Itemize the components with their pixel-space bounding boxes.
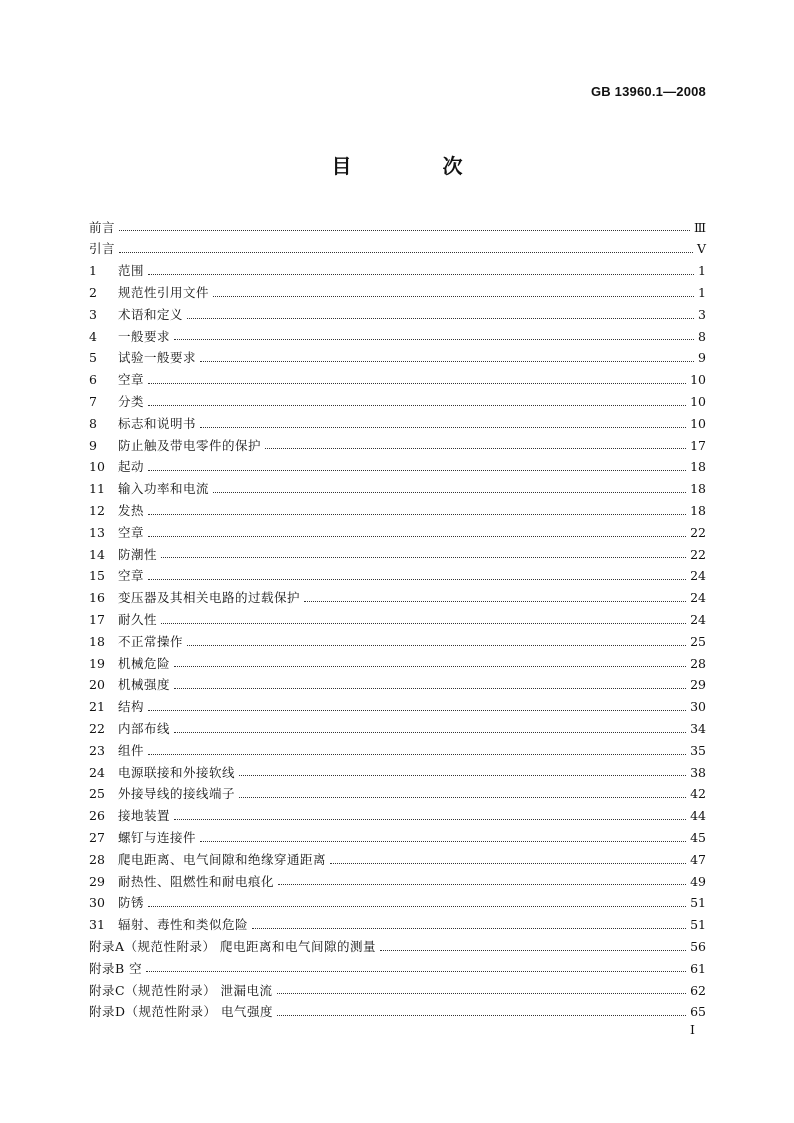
toc-dot-leader [239, 797, 686, 798]
toc-entry-label: 范围 [118, 263, 145, 279]
toc-dot-leader [174, 666, 686, 667]
toc-entry[interactable] [89, 762, 706, 784]
toc-entry-number: 8 [89, 415, 97, 431]
table-of-contents [89, 217, 706, 1023]
toc-dot-leader [187, 318, 694, 319]
toc-dot-leader [148, 514, 686, 515]
toc-entry-number: 24 [89, 764, 105, 780]
toc-dot-leader [148, 405, 686, 406]
toc-entry[interactable] [89, 391, 706, 413]
toc-entry-page: 45 [690, 829, 706, 845]
toc-entry-number: 15 [89, 568, 105, 584]
toc-entry-page: 1 [698, 285, 706, 301]
toc-entry-number: 19 [89, 655, 105, 671]
toc-entry[interactable] [89, 718, 706, 740]
toc-dot-leader [304, 601, 686, 602]
toc-entry-label: 防止触及带电零件的保护 [118, 437, 262, 453]
toc-entry[interactable] [89, 697, 706, 719]
toc-entry-label: 不正常操作 [118, 633, 184, 649]
page-title: 目 次 [331, 154, 505, 178]
toc-entry-label: 变压器及其相关电路的过载保护 [118, 590, 301, 606]
toc-entry-label: 机械强度 [118, 677, 171, 693]
toc-entry-number: 1 [89, 263, 97, 279]
toc-entry[interactable] [89, 544, 706, 566]
toc-entry-page: 18 [690, 503, 706, 518]
toc-entry-label: 前言 [89, 219, 116, 235]
toc-entry[interactable] [89, 958, 706, 980]
toc-entry-page: 10 [690, 394, 706, 410]
toc-entry-page: 29 [690, 677, 706, 693]
toc-entry-page: 44 [690, 808, 706, 824]
toc-entry-number: 28 [89, 851, 105, 867]
toc-dot-leader [239, 775, 686, 776]
toc-entry[interactable] [89, 980, 706, 1002]
toc-entry-number: 11 [89, 481, 105, 497]
toc-dot-leader [278, 884, 686, 885]
toc-entry-label: 组件 [118, 742, 145, 758]
toc-entry-page: 18 [690, 481, 706, 497]
toc-entry[interactable] [89, 806, 706, 828]
toc-entry-label: 耐久性 [118, 611, 158, 627]
toc-entry-number: 25 [89, 786, 105, 802]
toc-entry-label: 试验一般要求 [118, 350, 197, 366]
toc-entry[interactable] [89, 871, 706, 893]
toc-entry-page: 38 [690, 764, 706, 780]
toc-dot-leader [330, 863, 686, 864]
toc-entry-page: 30 [690, 699, 706, 715]
toc-entry-page: 28 [690, 655, 706, 671]
toc-entry-label: 内部布线 [118, 720, 171, 736]
toc-entry-page: 49 [690, 873, 706, 889]
toc-entry-number: 3 [89, 306, 97, 322]
toc-entry-page: 35 [690, 742, 706, 758]
toc-dot-leader [148, 579, 686, 580]
toc-entry[interactable] [89, 893, 706, 915]
toc-entry-page: 3 [698, 306, 706, 322]
toc-entry[interactable] [89, 631, 706, 653]
toc-entry[interactable] [89, 588, 706, 610]
toc-entry-number: 9 [89, 437, 97, 453]
toc-entry-label: 辐射、毒性和类似危险 [118, 917, 249, 933]
toc-entry-label: 外接导线的接线端子 [118, 786, 236, 802]
toc-entry-number: 2 [89, 285, 97, 301]
toc-entry-number: 20 [89, 677, 105, 693]
toc-dot-leader [174, 688, 686, 689]
toc-entry-page: Ⅲ [693, 219, 706, 235]
toc-dot-leader [213, 492, 686, 493]
toc-entry-label: 附录A（规范性附录） 爬电距离和电气间隙的测量 [89, 938, 377, 954]
toc-entry-page: 8 [698, 328, 706, 344]
toc-entry-page: 24 [690, 568, 706, 584]
toc-entry-page: 25 [690, 633, 706, 649]
toc-entry-label: 起动 [118, 459, 145, 475]
toc-entry-label: 耐热性、阻燃性和耐电痕化 [118, 873, 275, 889]
toc-entry-label: 螺钉与连接件 [118, 829, 197, 845]
toc-dot-leader [200, 427, 686, 428]
toc-entry[interactable] [89, 348, 706, 370]
toc-entry[interactable] [89, 370, 706, 392]
toc-entry-number: 18 [89, 633, 105, 649]
toc-entry[interactable] [89, 653, 706, 675]
toc-entry[interactable] [89, 239, 706, 261]
toc-dot-leader [119, 230, 690, 231]
toc-entry-label: 机械危险 [118, 655, 171, 671]
toc-entry-page: 22 [690, 524, 706, 540]
toc-entry-page: 62 [690, 982, 706, 998]
toc-entry-number: 17 [89, 611, 105, 627]
toc-dot-leader [161, 557, 686, 558]
toc-entry-label: 附录C（规范性附录） 泄漏电流 [89, 982, 273, 998]
toc-entry[interactable] [89, 740, 706, 762]
toc-entry-label: 防锈 [118, 895, 145, 911]
toc-dot-leader [277, 993, 687, 994]
toc-entry-page: 9 [698, 350, 706, 366]
toc-entry-label: 电源联接和外接软线 [118, 764, 236, 780]
toc-entry-page: 65 [690, 1004, 706, 1020]
toc-entry-number: 13 [89, 524, 105, 540]
toc-entry-number: 21 [89, 699, 105, 715]
toc-entry-label: 空章 [118, 568, 145, 584]
toc-dot-leader [380, 950, 686, 951]
toc-dot-leader [148, 906, 686, 907]
toc-entry[interactable] [89, 217, 706, 239]
toc-dot-leader [187, 645, 686, 646]
toc-entry[interactable] [89, 1002, 706, 1024]
toc-dot-leader [174, 819, 686, 820]
toc-entry-page: 56 [690, 938, 706, 954]
toc-entry[interactable] [89, 500, 706, 522]
toc-entry-number: 31 [89, 917, 105, 933]
toc-entry[interactable] [89, 609, 706, 631]
toc-entry[interactable] [89, 435, 706, 457]
toc-dot-leader [148, 383, 686, 384]
toc-dot-leader [148, 470, 686, 471]
toc-dot-leader [119, 252, 693, 253]
toc-entry-label: 防潮性 [118, 546, 158, 562]
toc-entry-label: 引言 [89, 241, 116, 257]
toc-dot-leader [200, 361, 694, 362]
toc-entry-page: 10 [690, 372, 706, 388]
toc-dot-leader [146, 971, 686, 972]
toc-entry[interactable] [89, 566, 706, 588]
toc-entry-number: 14 [89, 546, 105, 562]
toc-entry[interactable] [89, 413, 706, 435]
toc-entry-label: 附录D（规范性附录） 电气强度 [89, 1004, 273, 1020]
standard-number: GB 13960.1—2008 [590, 84, 706, 99]
toc-dot-leader [148, 754, 686, 755]
toc-entry-page: 17 [690, 437, 706, 453]
toc-entry-label: 一般要求 [118, 328, 171, 344]
toc-entry-page: 1 [698, 263, 706, 279]
toc-dot-leader [161, 623, 686, 624]
toc-entry-number: 26 [89, 808, 105, 824]
toc-entry[interactable] [89, 827, 706, 849]
toc-dot-leader [213, 296, 694, 297]
toc-entry-number: 4 [89, 328, 97, 344]
toc-entry-label: 分类 [118, 394, 145, 410]
toc-dot-leader [174, 339, 694, 340]
toc-dot-leader [200, 841, 686, 842]
toc-entry[interactable] [89, 849, 706, 871]
toc-entry-number: 16 [89, 590, 105, 606]
toc-entry-number: 7 [89, 394, 97, 410]
toc-dot-leader [265, 448, 686, 449]
toc-entry-page: 22 [690, 546, 706, 562]
toc-dot-leader [148, 710, 686, 711]
toc-entry-label: 接地装置 [118, 808, 171, 824]
toc-dot-leader [148, 274, 694, 275]
toc-entry[interactable] [89, 457, 706, 479]
toc-entry[interactable] [89, 915, 706, 937]
toc-entry-page: 24 [690, 590, 706, 606]
toc-entry-page: 47 [690, 851, 706, 867]
toc-entry[interactable] [89, 784, 706, 806]
toc-entry[interactable] [89, 936, 706, 958]
toc-entry-number: 30 [89, 895, 105, 911]
toc-entry-number: 27 [89, 829, 105, 845]
toc-entry-label: 空章 [118, 372, 145, 388]
toc-entry-page: 34 [690, 720, 706, 736]
toc-entry-label: 输入功率和电流 [118, 481, 210, 497]
toc-entry-label: 规范性引用文件 [118, 285, 210, 301]
toc-entry-label: 附录B 空 [89, 960, 143, 976]
toc-entry-page: Ⅴ [696, 241, 706, 257]
toc-entry[interactable] [89, 326, 706, 348]
toc-entry-page: 10 [690, 415, 706, 431]
toc-entry-label: 空章 [118, 524, 145, 540]
toc-entry-number: 6 [89, 372, 97, 388]
toc-entry-page: 24 [690, 611, 706, 627]
toc-entry[interactable] [89, 675, 706, 697]
toc-entry-page: 51 [690, 895, 706, 911]
toc-entry-label: 发热 [118, 503, 145, 518]
toc-entry-number: 23 [89, 742, 105, 758]
toc-entry[interactable] [89, 522, 706, 544]
toc-dot-leader [174, 732, 686, 733]
toc-entry[interactable] [89, 479, 706, 501]
toc-entry-number: 12 [89, 503, 105, 518]
toc-entry[interactable] [89, 282, 706, 304]
toc-entry-number: 22 [89, 720, 105, 736]
toc-entry-page: 42 [690, 786, 706, 802]
toc-entry-page: 51 [690, 917, 706, 933]
toc-entry-label: 爬电距离、电气间隙和绝缘穿通距离 [118, 851, 327, 867]
toc-dot-leader [277, 1015, 686, 1016]
page-number: Ⅰ [690, 1022, 695, 1037]
toc-entry-number: 5 [89, 350, 97, 366]
toc-entry-label: 标志和说明书 [118, 415, 197, 431]
toc-entry-page: 18 [690, 459, 706, 475]
toc-entry-page: 61 [690, 960, 706, 976]
toc-entry-label: 术语和定义 [118, 306, 184, 322]
toc-entry[interactable] [89, 261, 706, 283]
toc-entry-label: 结构 [118, 699, 145, 715]
toc-entry-number: 10 [89, 459, 105, 475]
toc-dot-leader [148, 536, 686, 537]
toc-entry[interactable] [89, 304, 706, 326]
toc-entry-number: 29 [89, 873, 105, 889]
toc-dot-leader [252, 928, 686, 929]
